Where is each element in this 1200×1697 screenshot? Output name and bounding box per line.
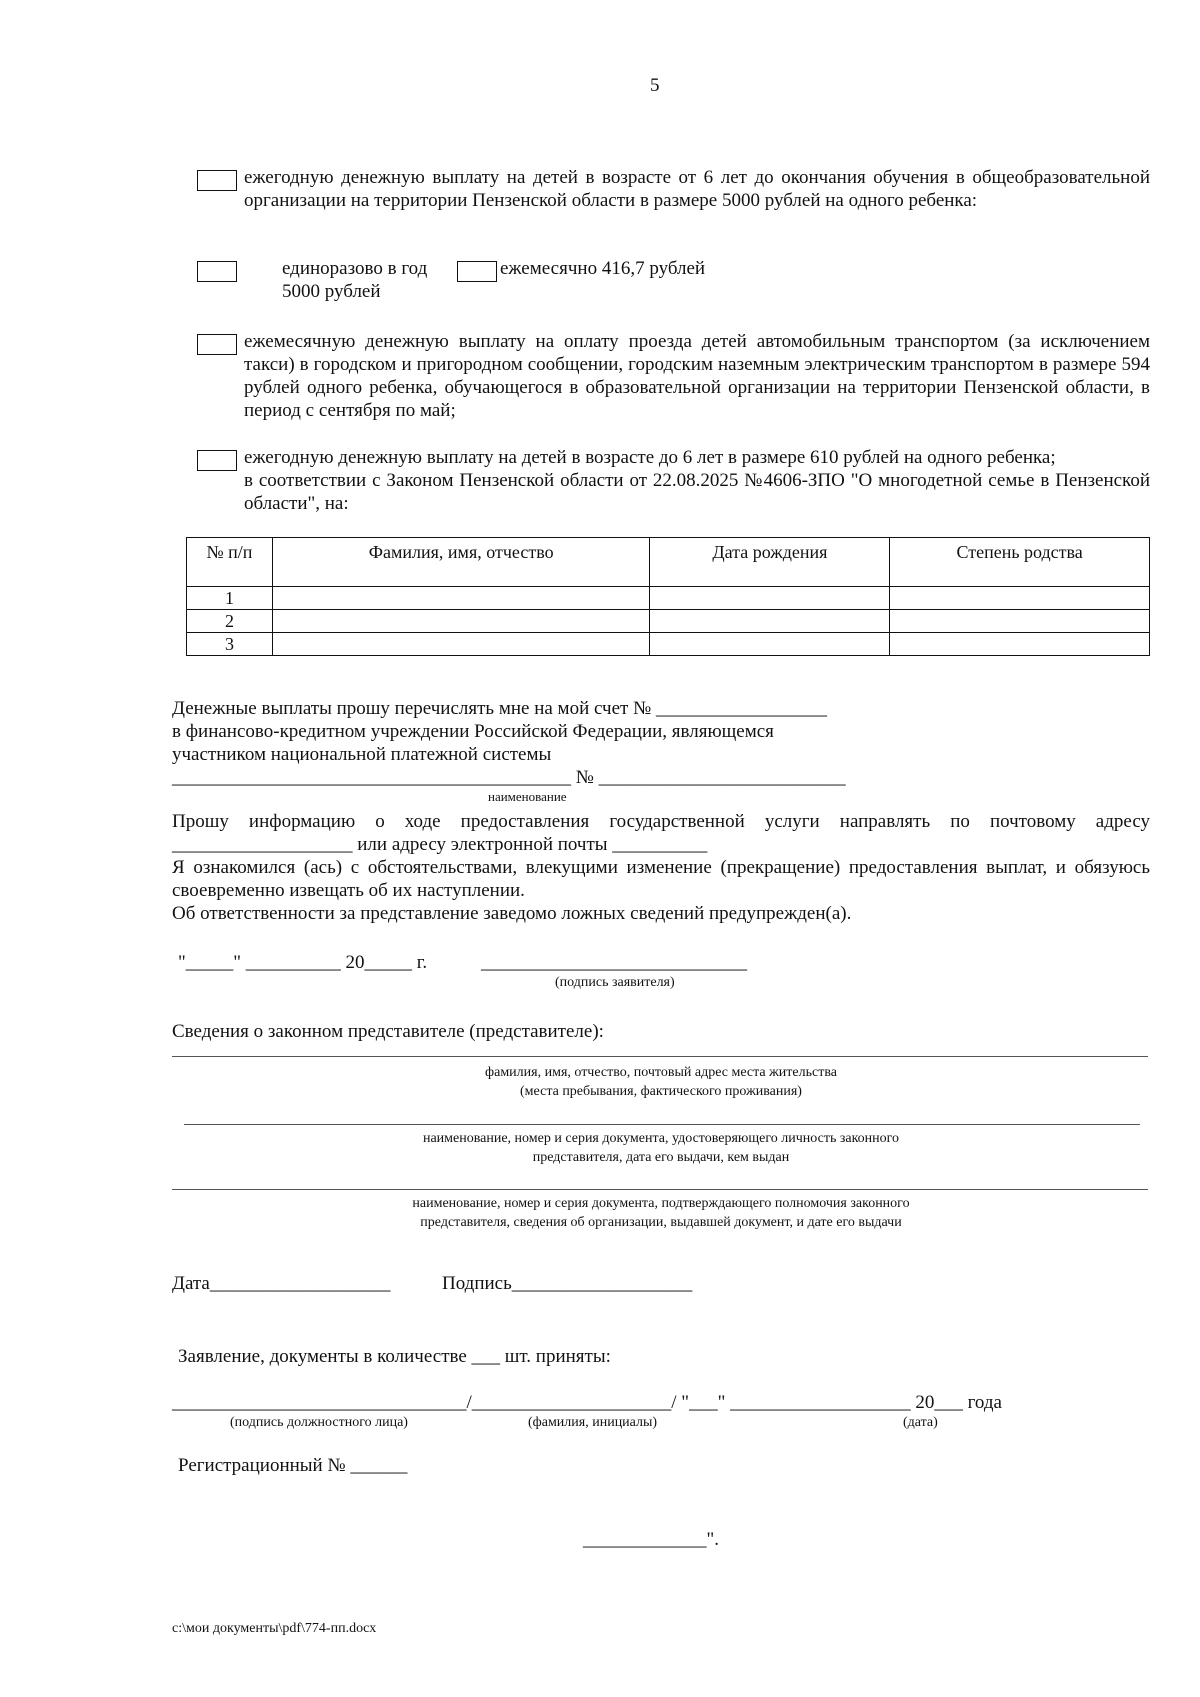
payment-caption: наименование	[488, 789, 567, 804]
info-request-line1: Прошу информацию о ходе предоставления государственной услуги направлять по почтовому адресу	[172, 811, 1150, 832]
payment-line2: в финансово-кредитном учреждении Российской Федерации, являющемся	[172, 721, 774, 742]
representative-signature-field[interactable]: Подпись___________________	[442, 1273, 693, 1294]
text-monthly-transport: ежемесячную денежную выплату на оплату проезда детей автомобильным транспортом (за исключением такси) в городском и пригородном сообщении, городским наземным электрическим транспортом в размере 594 рублей одного ребенка, обучающегося в образовательной организации на территории Пензенской области, в период с сентября по май;	[244, 331, 1150, 421]
table-row	[187, 633, 1150, 656]
footer-file-path: c:\мои документы\pdf\774-пп.docx	[172, 1621, 377, 1636]
table-cell-number: 3	[187, 633, 273, 656]
table-cell-fio[interactable]	[272, 610, 650, 633]
table-header-row	[187, 538, 1150, 587]
accepted-text: Заявление, документы в количестве ___ шт. приняты:	[178, 1346, 611, 1367]
payment-line3: участником национальной платежной системы	[172, 744, 552, 765]
table-row	[187, 610, 1150, 633]
table-cell-birthdate[interactable]	[650, 633, 890, 656]
table-cell-number: 2	[187, 610, 273, 633]
checkbox-annual-6-to-school[interactable]	[197, 170, 237, 191]
table-header-fio: Фамилия, имя, отчество	[272, 538, 650, 587]
checkbox-monthly-transport[interactable]	[197, 334, 237, 355]
children-table	[186, 537, 1150, 656]
page-number: 5	[650, 75, 660, 96]
representative-caption2b: представителя, дата его выдачи, кем выдан	[532, 1150, 790, 1165]
table-cell-fio[interactable]	[272, 587, 650, 610]
applicant-signature-line[interactable]: ____________________________	[481, 952, 747, 973]
info-request-line2[interactable]: ___________________ или адресу электронной почты __________	[172, 834, 708, 855]
table-cell-number: 1	[187, 587, 273, 610]
table-header-relationship: Степень родства	[890, 538, 1150, 587]
table-row	[187, 587, 1150, 610]
representative-caption3b: представителя, сведения об организации, выдавшей документ, и дате его выдачи	[420, 1215, 902, 1230]
accepted-caption-official: (подпись должностного лица)	[230, 1415, 408, 1430]
payment-line4[interactable]: __________________________________________ № __________________________	[172, 767, 846, 788]
table-cell-relationship[interactable]	[890, 587, 1150, 610]
table-header-birthdate: Дата рождения	[650, 538, 890, 587]
table-header-number: № п/п	[187, 538, 273, 587]
representative-line3[interactable]	[172, 1189, 1148, 1190]
checkbox-annual-under-6[interactable]	[197, 450, 237, 471]
table-cell-relationship[interactable]	[890, 610, 1150, 633]
representative-caption3a: наименование, номер и серия документа, подтверждающего полномочия законного	[412, 1196, 910, 1211]
representative-line1[interactable]	[172, 1056, 1148, 1057]
text-option-once-line2: 5000 рублей	[282, 281, 381, 302]
text-annual-under-6: ежегодную денежную выплату на детей в возрасте до 6 лет в размере 610 рублей на одного ребенка;	[244, 447, 1056, 468]
text-annual-6-to-school: ежегодную денежную выплату на детей в возрасте от 6 лет до окончания обучения в общеобразовательной организации на территории Пензенской области в размере 5000 рублей на одного ребенка:	[244, 167, 1150, 211]
representative-caption2a: наименование, номер и серия документа, удостоверяющего личность законного	[422, 1131, 900, 1146]
registration-number[interactable]: Регистрационный № ______	[178, 1455, 408, 1476]
closing-line: _____________".	[583, 1529, 720, 1550]
representative-title: Сведения о законном представителе (представителе):	[172, 1021, 604, 1042]
representative-date-field[interactable]: Дата___________________	[172, 1273, 391, 1294]
table-cell-relationship[interactable]	[890, 633, 1150, 656]
applicant-signature-caption: (подпись заявителя)	[555, 975, 675, 990]
payment-line1: Денежные выплаты прошу перечислять мне на мой счет № __________________	[172, 698, 827, 719]
checkbox-option-monthly[interactable]	[457, 261, 497, 282]
table-cell-fio[interactable]	[272, 633, 650, 656]
text-option-once-line1: единоразово в год	[282, 258, 428, 279]
representative-caption1b: (места пребывания, фактического проживания)	[520, 1084, 802, 1099]
text-option-monthly: ежемесячно 416,7 рублей	[500, 258, 706, 279]
table-cell-birthdate[interactable]	[650, 587, 890, 610]
accepted-caption-name: (фамилия, инициалы)	[528, 1415, 658, 1430]
representative-line2[interactable]	[184, 1124, 1140, 1125]
acknowledgement-text: Я ознакомился (ась) с обстоятельствами, влекущими изменение (прекращение) предоставления выплат, и обязуюсь своевременно извещать об их наступлении.	[172, 857, 1150, 901]
liability-text: Об ответственности за представление заведомо ложных сведений предупрежден(а).	[172, 903, 852, 924]
representative-caption1a: фамилия, имя, отчество, почтовый адрес места жительства	[485, 1065, 837, 1080]
checkbox-option-once[interactable]	[197, 261, 237, 282]
table-cell-birthdate[interactable]	[650, 610, 890, 633]
accepted-caption-date: (дата)	[903, 1415, 938, 1430]
accepted-line[interactable]: _______________________________/_____________________/ "___" ___________________ 20___ года	[172, 1392, 1002, 1413]
applicant-date-line[interactable]: "_____" __________ 20_____ г.	[178, 952, 428, 973]
text-law-reference: в соответствии с Законом Пензенской области от 22.08.2025 №4606-ЗПО "О многодетной семье в Пензенской области", на:	[244, 470, 1150, 514]
